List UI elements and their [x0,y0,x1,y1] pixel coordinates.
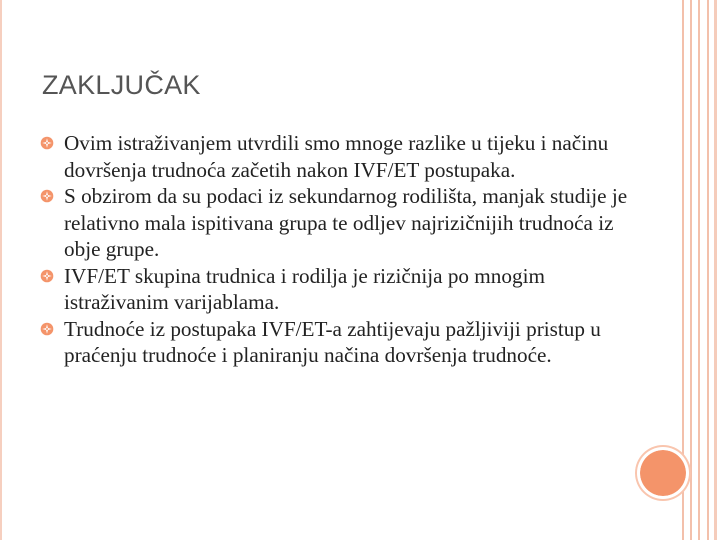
right-frame-line [714,0,717,540]
orange-compass-bullet-icon [40,269,54,283]
right-frame-line [707,0,709,540]
bullet-text: S obzirom da su podaci iz sekundarnog rodilišta, manjak studije je relativno mala ispitivana grupa te odljev najrizičnijih trudnoća iz obje grupe. [64,184,628,261]
bullet-list [42,130,632,369]
right-frame-line [682,0,684,540]
bullet-item [42,183,632,263]
right-frame-line [690,0,692,540]
bullet-item [42,130,632,183]
left-frame-line [0,0,2,540]
bullet-text: Trudnoće iz postupaka IVF/ET-a zahtijevaju pažljiviji pristup u praćenju trudnoće i planiranju načina dovršenja trudnoće. [64,316,601,367]
decorative-circle [640,450,686,496]
bullet-item [42,263,632,316]
slide-title: ZAKLJUČAK [42,70,201,100]
orange-compass-bullet-icon [40,136,54,150]
bullet-item [42,316,632,369]
bullet-text: IVF/ET skupina trudnica i rodilja je rizičnija po mnogim istraživanim varijablama. [64,263,545,314]
orange-compass-bullet-icon [40,189,54,203]
right-frame-line [698,0,700,540]
orange-compass-bullet-icon [40,322,54,336]
bullet-text: Ovim istraživanjem utvrdili smo mnoge razlike u tijeku i načinu dovršenja trudnoća začetih nakon IVF/ET postupaka. [64,131,609,182]
